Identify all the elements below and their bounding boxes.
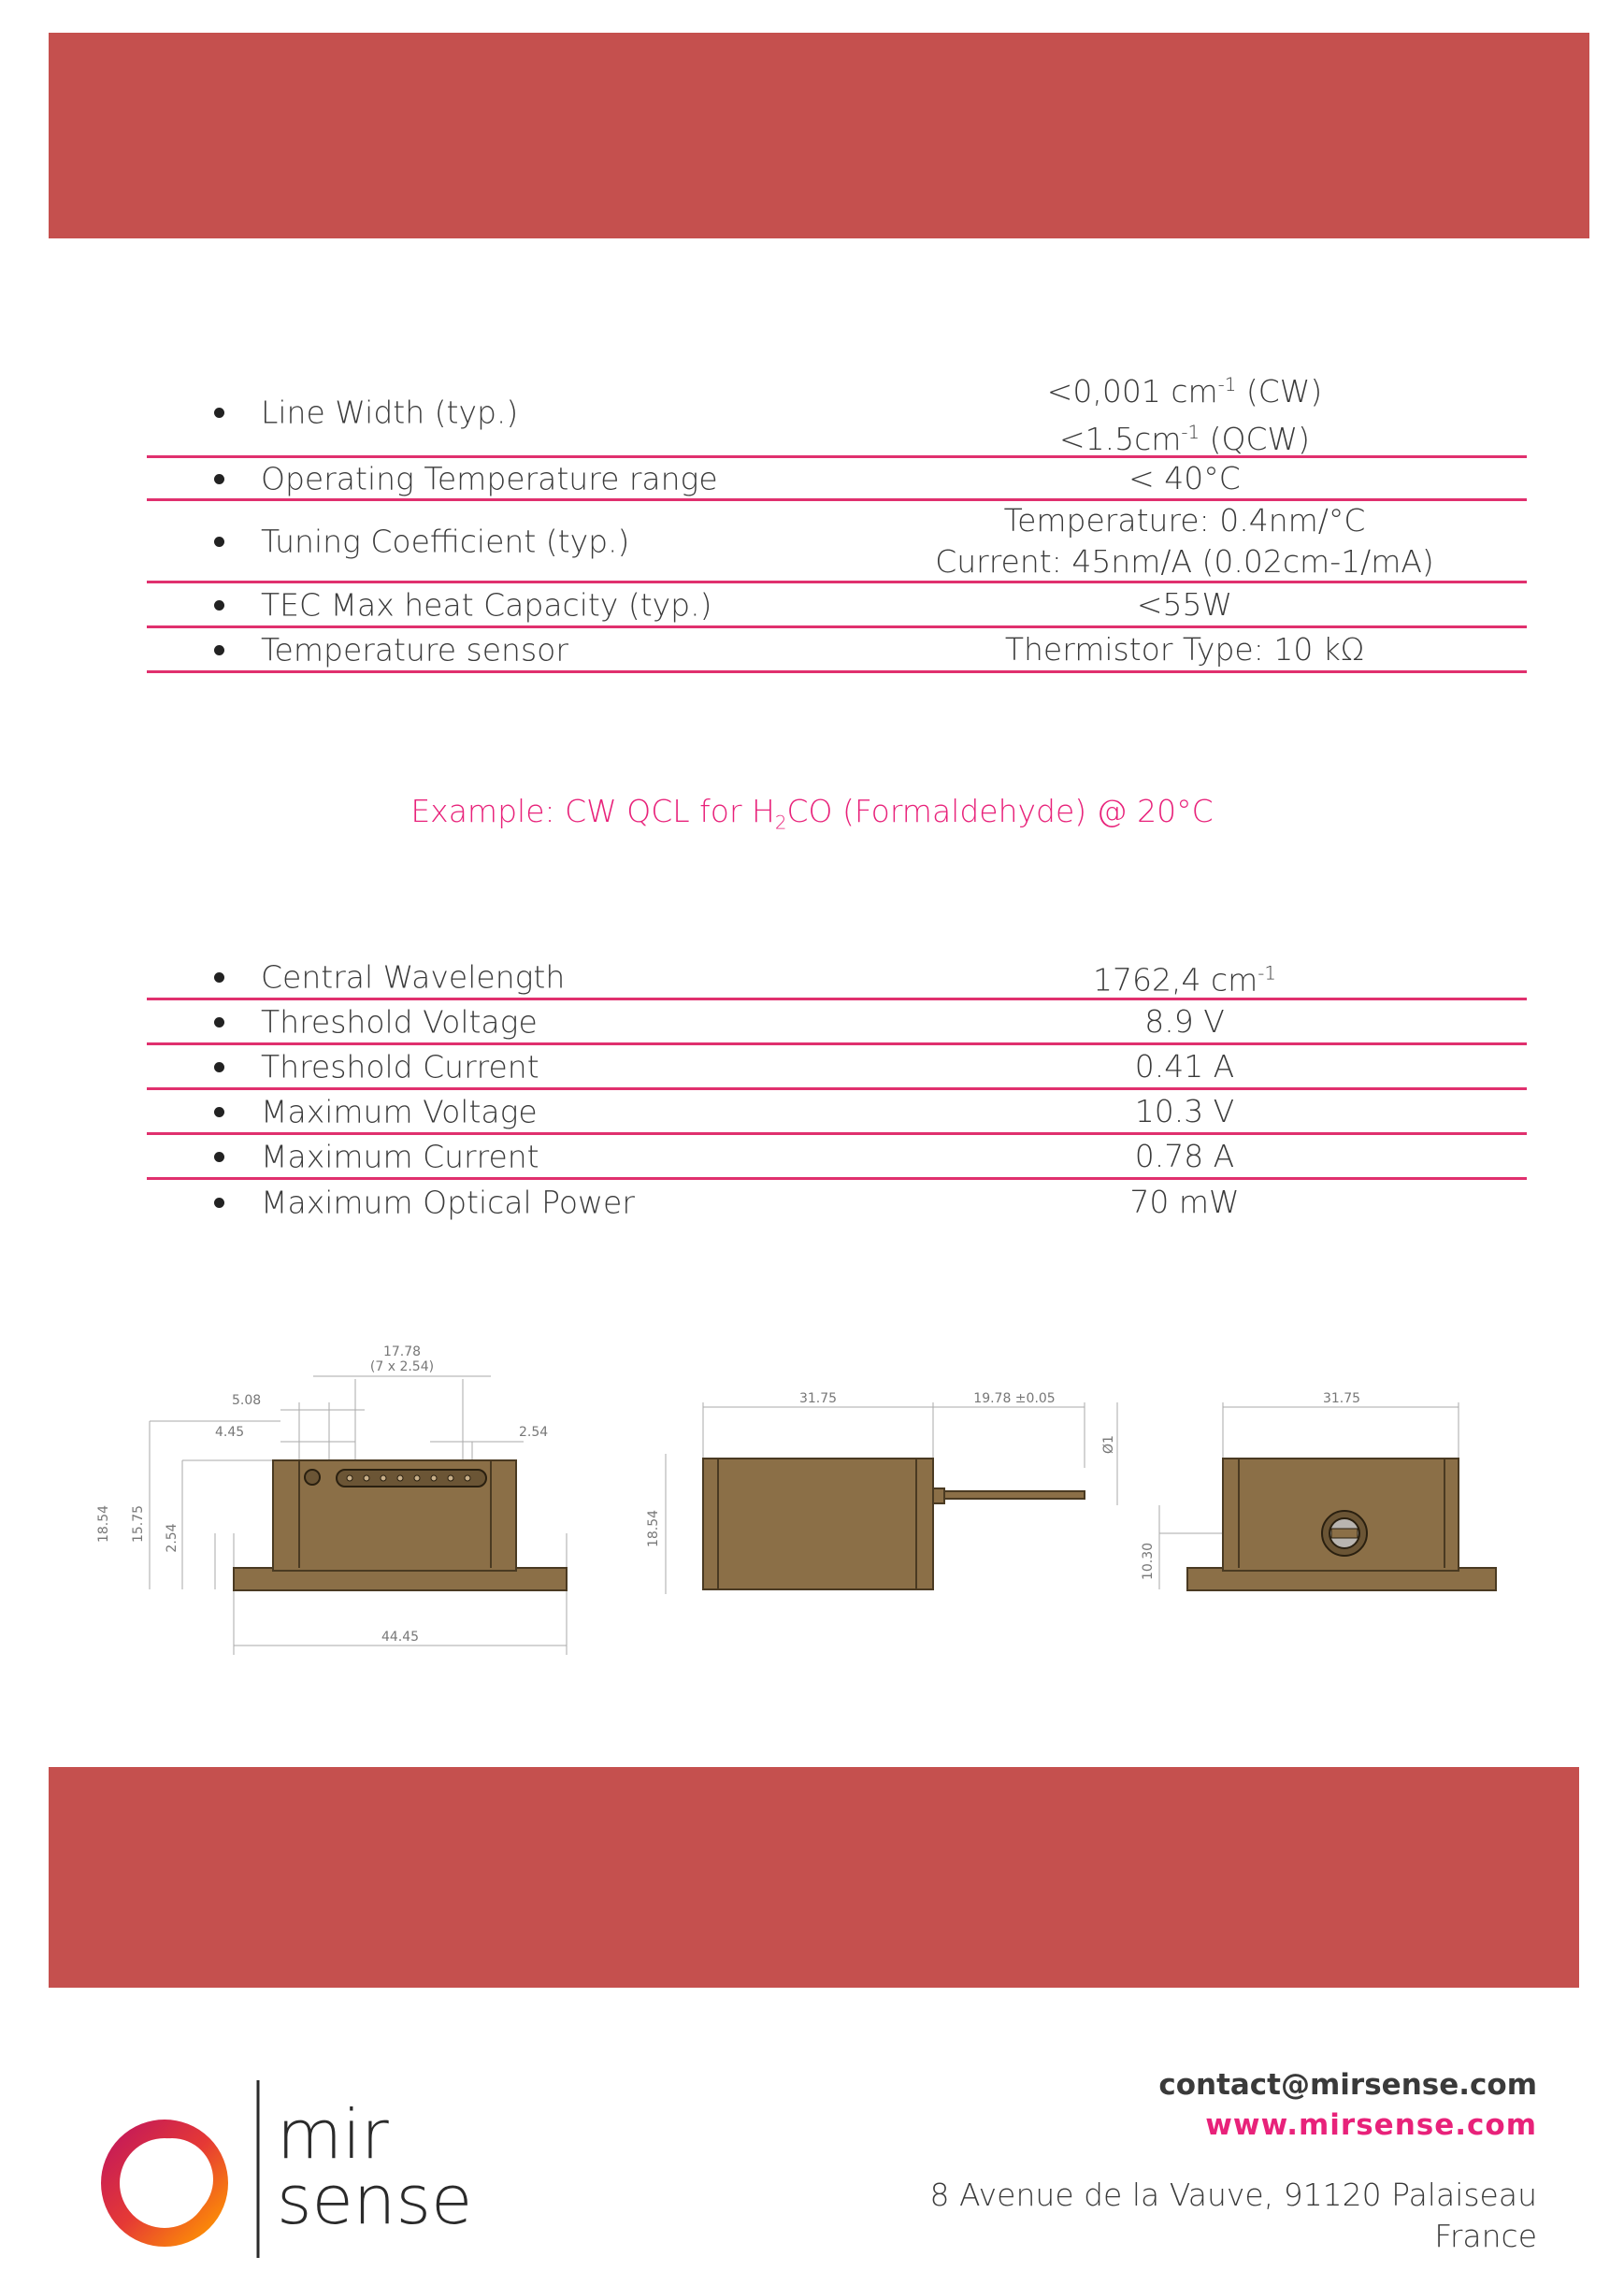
spec-row-tuning-coefficient <box>147 501 1527 583</box>
dim-label: 31.75 <box>1322 1391 1361 1406</box>
perf-label: Maximum Voltage <box>261 1093 538 1129</box>
logo-ring-icon <box>92 2080 260 2258</box>
device-side-view <box>703 1459 1085 1589</box>
bullet-icon <box>214 1152 224 1162</box>
perf-row-threshold-voltage <box>147 1000 1527 1045</box>
perf-label: Maximum Current <box>261 1138 539 1174</box>
perf-value: 10.3 V <box>1134 1092 1235 1129</box>
dim-label: 2.54 <box>519 1425 549 1440</box>
bullet-icon <box>214 600 224 611</box>
example-subscript: 2 <box>774 812 787 834</box>
spec-value-line2: $<1.5cm^{-1}$ (QCW) <box>1058 421 1311 457</box>
perf-value: 8.9 V <box>1144 1002 1225 1040</box>
perf-label: Central Wavelength <box>261 958 566 995</box>
device-front-view <box>234 1460 567 1590</box>
spec-label: TEC Max heat Capacity (typ.) <box>261 586 712 623</box>
spec-label: Temperature sensor <box>261 631 568 668</box>
spec-value-line2: Current: 45nm/A (0.02cm-1/mA) <box>935 542 1434 580</box>
footer-banner <box>49 1767 1579 1988</box>
dim-label: 2.54 <box>165 1523 180 1553</box>
example-heading <box>0 793 1624 834</box>
spec-label: Tuning Coefficient (typ.) <box>261 523 630 559</box>
example-suffix: CO (Formaldehyde) @ 20°C <box>786 793 1214 829</box>
perf-label: Maximum Optical Power <box>261 1184 635 1221</box>
dim-label: (7 x 2.54) <box>369 1359 435 1374</box>
performance-table <box>147 956 1527 1225</box>
dim-label: 15.75 <box>131 1504 146 1544</box>
perf-value: 0.78 A <box>1134 1137 1235 1174</box>
perf-row-maximum-voltage <box>147 1090 1527 1135</box>
bullet-icon <box>214 408 224 418</box>
address: 8 Avenue de la Vauve, 91120 Palaiseau <box>929 2177 1537 2213</box>
country: France <box>1434 2218 1537 2254</box>
dim-label: 18.54 <box>96 1504 111 1544</box>
spec-row-temperature-sensor <box>147 628 1527 673</box>
spec-label: Line Width (typ.) <box>261 394 519 431</box>
perf-label: Threshold Current <box>261 1048 539 1085</box>
technical-drawing <box>93 1337 1533 1674</box>
spec-row-tec-capacity <box>147 583 1527 628</box>
perf-value: 0.41 A <box>1134 1047 1235 1085</box>
spec-value-line1: Temperature: 0.4nm/°C <box>1003 501 1366 539</box>
bullet-icon <box>214 972 224 983</box>
spec-value: Thermistor Type: 10 kΩ <box>1004 630 1365 668</box>
perf-label: Threshold Voltage <box>261 1003 538 1040</box>
logo-text-mir: mir <box>277 2095 389 2174</box>
example-prefix: Example: CW QCL for H <box>410 793 775 829</box>
spec-row-line-width <box>147 369 1527 458</box>
contact-email[interactable]: contact@mirsense.com <box>1158 2068 1537 2102</box>
spec-label: Operating Temperature range <box>261 460 718 496</box>
dim-label: 18.54 <box>646 1509 661 1548</box>
perf-row-maximum-current <box>147 1135 1527 1180</box>
dim-label: 19.78 ±0.05 <box>973 1391 1056 1406</box>
spec-row-operating-temp <box>147 458 1527 501</box>
spec-value <box>857 500 1512 582</box>
spec-value <box>857 365 1512 460</box>
header-banner <box>49 33 1589 238</box>
bullet-icon <box>214 1062 224 1072</box>
perf-row-threshold-current <box>147 1045 1527 1090</box>
spec-value: < 40°C <box>1128 459 1241 496</box>
perf-row-central-wavelength <box>147 956 1527 1000</box>
bullet-icon <box>214 1198 224 1208</box>
logo-text-sense: sense <box>277 2161 473 2239</box>
dim-label: 4.45 <box>215 1425 245 1440</box>
dim-label: 44.45 <box>381 1630 420 1645</box>
dim-label: 17.78 <box>382 1344 422 1359</box>
specifications-table <box>147 369 1527 673</box>
bullet-icon <box>214 537 224 547</box>
spec-value: <55W <box>1136 585 1233 623</box>
bullet-icon <box>214 1107 224 1117</box>
perf-value: 70 mW <box>1129 1184 1240 1220</box>
spec-value-line1: <0,001 $cm^{-1}$ (CW) <box>1046 373 1323 410</box>
bullet-icon <box>214 645 224 655</box>
website-link[interactable]: www.mirsense.com <box>1205 2108 1537 2142</box>
perf-value: 1762,4 $cm^{-1}$ <box>1093 961 1276 998</box>
bullet-icon <box>214 474 224 484</box>
perf-row-maximum-optical-power <box>147 1180 1527 1225</box>
device-end-view <box>1187 1459 1496 1590</box>
dim-label: 10.30 <box>1141 1542 1156 1581</box>
mirsense-logo <box>92 2080 522 2258</box>
bullet-icon <box>214 1017 224 1028</box>
dim-label: 5.08 <box>232 1393 262 1408</box>
dim-label: 31.75 <box>798 1391 838 1406</box>
dim-label: Ø1 <box>1101 1435 1116 1454</box>
